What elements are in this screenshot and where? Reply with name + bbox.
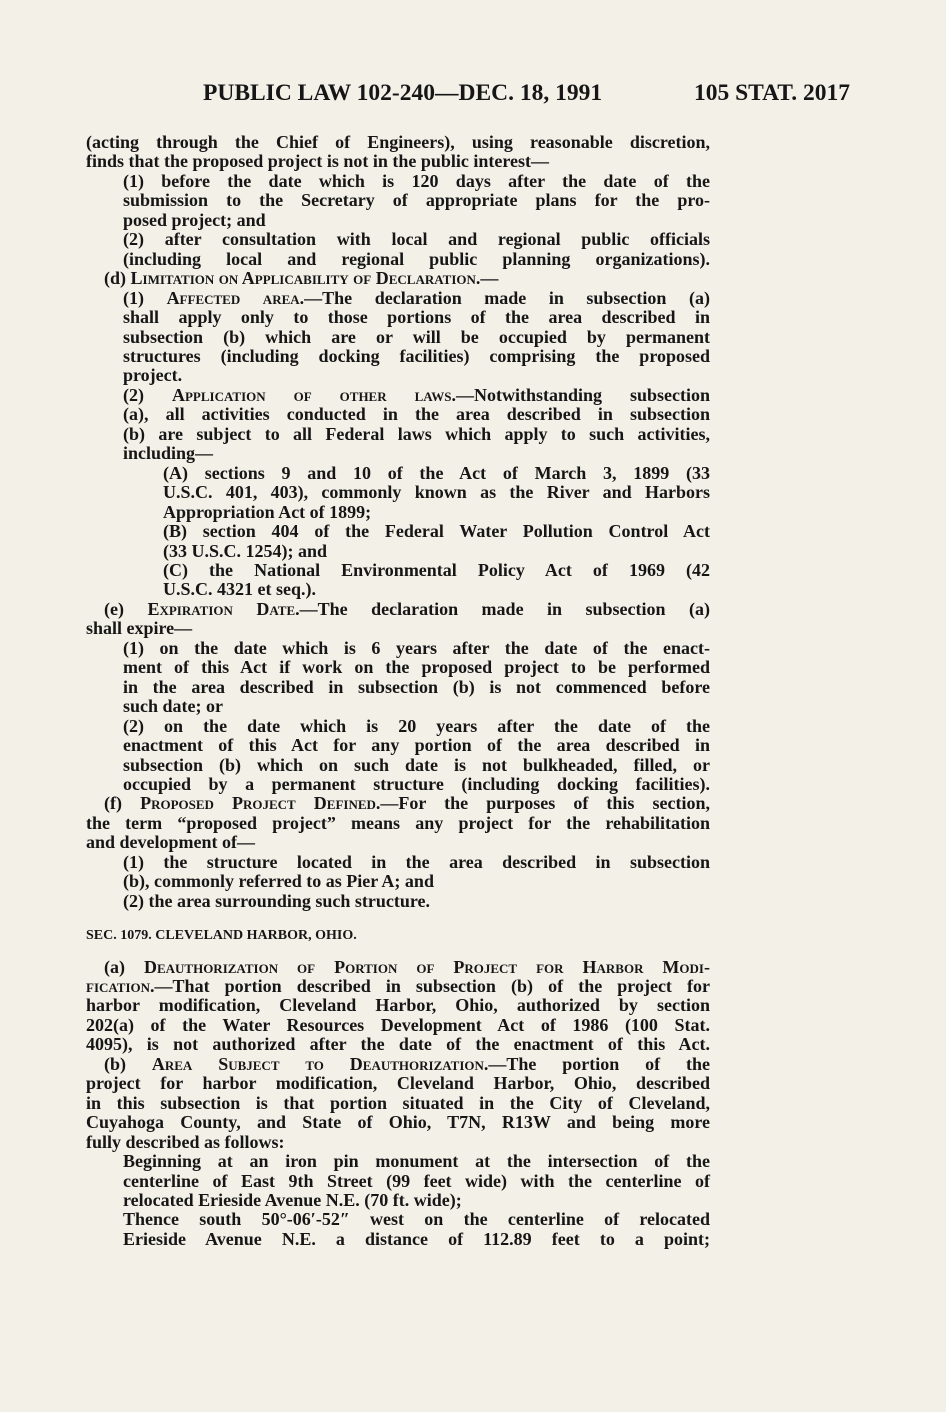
subsection-d: [86, 269, 710, 600]
text-line: relocated Erieside Avenue N.E. (70 ft. wide);: [123, 1190, 462, 1211]
subsection-heading: (d) Limitation on Applicability of Declaration.—: [104, 268, 499, 289]
text-line: the term “proposed project” means any project for the rehabilitation: [86, 812, 710, 833]
text-line: harbor modification, Cleveland Harbor, Ohio, authorized by section: [86, 995, 710, 1016]
text-line: (B) section 404 of the Federal Water Pollution Control Act: [163, 521, 710, 542]
text-line: Thence south 50°-06′-52″ west on the centerline of relocated: [123, 1209, 710, 1230]
paragraph-heading: Affected area.: [166, 287, 305, 308]
text-line: (b) are subject to all Federal laws which apply to such activities,: [123, 423, 710, 444]
text-line: fully described as follows:: [86, 1131, 285, 1152]
text-line: shall expire—: [86, 618, 193, 639]
text-line: Erieside Avenue N.E. a distance of 112.89 feet to a point;: [123, 1228, 710, 1249]
text-line: (a) Deauthorization of Portion of Project for Harbor Modi-: [104, 956, 710, 977]
text-line: (C) the National Environmental Policy Act of 1969 (42: [163, 559, 710, 580]
text-line: 4095), is not authorized after the date of the enactment of this Act.: [86, 1034, 710, 1055]
text-line: submission to the Secretary of appropriate plans for the pro-: [123, 190, 710, 211]
text-line: structures (including docking facilities) comprising the proposed: [123, 345, 710, 366]
text-line: Appropriation Act of 1899;: [163, 501, 372, 522]
heading-smallcaps: Limitation on Applicability of Declaration.—: [130, 268, 499, 289]
text-line: (1) on the date which is 6 years after the date of the enact-: [123, 637, 710, 658]
text-line: in this subsection is that portion situated in the City of Cleveland,: [86, 1092, 710, 1113]
text-line: project.: [123, 365, 183, 386]
section-1079: [86, 926, 710, 1249]
text-line: ment of this Act if work on the proposed project to be performed: [123, 657, 710, 678]
running-header-title: PUBLIC LAW 102-240—DEC. 18, 1991: [203, 80, 603, 106]
paragraph-heading: Application of other laws.: [171, 384, 456, 405]
text-line: finds that the proposed project is not in the public interest—: [86, 151, 550, 172]
paragraph-item-2: [86, 230, 710, 269]
text-line: U.S.C. 4321 et seq.).: [163, 579, 316, 600]
paragraph-intro: [86, 133, 710, 172]
paragraph-item-1: [86, 172, 710, 230]
text-line: U.S.C. 401, 403), commonly known as the River and Harbors: [163, 482, 710, 503]
text-line: (1) the structure located in the area described in subsection: [123, 851, 710, 872]
text-line: 202(a) of the Water Resources Development Act of 1986 (100 Stat.: [86, 1014, 710, 1035]
text-line: occupied by a permanent structure (including docking facilities).: [123, 773, 710, 794]
document-body: [86, 133, 710, 1249]
text-line: Cuyahoga County, and State of Ohio, T7N, R13W and being more: [86, 1112, 710, 1133]
section-heading: SEC. 1079. CLEVELAND HARBOR, OHIO.: [86, 928, 357, 944]
text-line: (2) on the date which is 20 years after the date of the: [123, 715, 710, 736]
text-line: (f) Proposed Project Defined.—For the purposes of this section,: [104, 793, 710, 814]
text-line: enactment of this Act for any portion of the area described in: [123, 735, 710, 756]
subsection-heading: Deauthorization of Portion of Project for Harbor Modi-: [143, 956, 710, 977]
text-line: project for harbor modification, Cleveland Harbor, Ohio, described: [86, 1073, 710, 1094]
running-header-page-ref: 105 STAT. 2017: [693, 80, 850, 106]
text-line: subsection (b) which are or will be occupied by permanent: [123, 326, 710, 347]
text-line: (A) sections 9 and 10 of the Act of March 3, 1899 (33: [163, 462, 710, 483]
text-line: subsection (b) which on such date is not bulkheaded, filled, or: [123, 754, 710, 775]
text-line: Beginning at an iron pin monument at the intersection of the: [123, 1151, 710, 1172]
text-line: (2) Application of other laws.—Notwithstanding subsection: [123, 384, 711, 405]
text-line: (including local and regional public planning organizations).: [123, 248, 710, 269]
text-line: (1) Affected area.—The declaration made in subsection (a): [123, 287, 710, 308]
text-line: (e) Expiration Date.—The declaration made in subsection (a): [104, 598, 710, 619]
text-line: posed project; and: [123, 209, 266, 230]
subsection-heading: Proposed Project Defined.: [140, 793, 381, 814]
text-line: (a), all activities conducted in the area described in subsection: [123, 404, 710, 425]
text-line: including—: [123, 443, 214, 464]
subsection-heading: Area Subject to Deauthorization.: [151, 1053, 489, 1074]
text-line: such date; or: [123, 696, 223, 717]
text-line: (1) before the date which is 120 days after the date of the: [123, 170, 710, 191]
text-line: (b) Area Subject to Deauthorization.—The portion of the: [104, 1053, 711, 1074]
text-line: (2) the area surrounding such structure.: [123, 890, 431, 911]
text-line: (acting through the Chief of Engineers), using reasonable discretion,: [86, 132, 710, 152]
text-line: (33 U.S.C. 1254); and: [163, 540, 328, 561]
text-line: fication.—That portion described in subsection (b) of the project for: [86, 976, 710, 997]
subsection-heading: Expiration Date.: [147, 598, 300, 619]
text-line: and development of—: [86, 832, 256, 853]
text-line: shall apply only to those portions of the area described in: [123, 307, 710, 328]
text-line: in the area described in subsection (b) is not commenced before: [123, 676, 710, 697]
subsection-e: [86, 600, 710, 795]
text-line: (b), commonly referred to as Pier A; and: [123, 871, 434, 892]
text-line: centerline of East 9th Street (99 feet wide) with the centerline of: [123, 1170, 710, 1191]
text-line: (2) after consultation with local and regional public officials: [123, 229, 710, 250]
subsection-f: [86, 794, 710, 911]
